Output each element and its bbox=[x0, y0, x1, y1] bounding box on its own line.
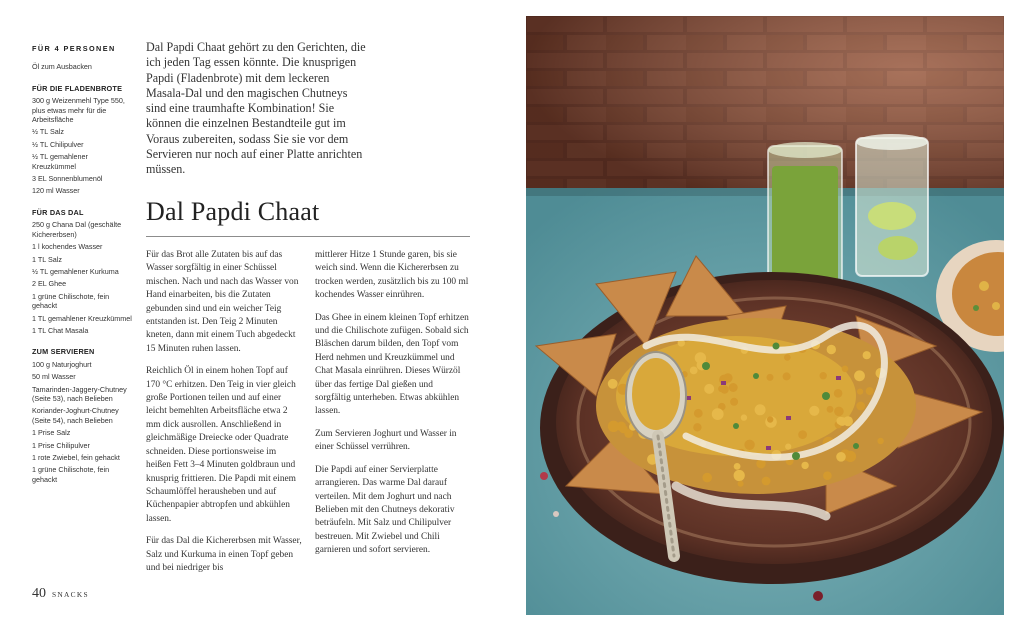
chickpea bbox=[798, 430, 807, 439]
recipe-intro: Dal Papdi Chaat gehört zu den Gerichten, die ich jeden Tag essen könnte. Die knusprigen Papdi (Fladenbrote) mit dem leckeren Masala-Dal und den magischen Chutneys sind eine traumhafte Kombination! Sie können die einzelnen Bestandteile gut im Voraus zubereiten, sodass Sie sie vor dem Servieren nur noch auf einer Platte anrichten müssen. bbox=[146, 40, 366, 177]
ingredient-item: 1 l kochendes Wasser bbox=[32, 242, 103, 252]
food-photo-illustration bbox=[526, 16, 1004, 615]
servings-heading: FÜR 4 PERSONEN bbox=[32, 44, 116, 53]
ingredient-group bbox=[32, 84, 132, 196]
chickpea bbox=[834, 407, 844, 417]
ingredient-item: 1 Prise Chilipulver bbox=[32, 440, 90, 450]
chickpea bbox=[823, 471, 832, 480]
chickpea bbox=[718, 386, 725, 393]
chickpea bbox=[857, 389, 863, 395]
ingredient-item: 3 EL Sonnenblumenöl bbox=[32, 174, 103, 184]
ingredient-item: ½ TL Salz bbox=[32, 127, 64, 137]
chickpea bbox=[619, 425, 628, 434]
ingredient-item: 120 ml Wasser bbox=[32, 186, 80, 196]
chickpea bbox=[854, 370, 865, 381]
ingredient-item: 50 ml Wasser bbox=[32, 372, 76, 382]
method-paragraph: Die Papdi auf einer Servierplatte arrangieren. Das warme Dal darauf verteilen. Mit dem Joghurt und nach Belieben mit den Chutneys dekorativ beträufeln. Mit Salz und Chilipulver bestreuen. Mit Zwiebel und Chili garnieren und sofort servieren. bbox=[315, 464, 455, 556]
chickpea bbox=[712, 408, 724, 420]
chickpea bbox=[801, 462, 808, 469]
chickpea bbox=[741, 414, 747, 420]
chickpea bbox=[836, 452, 846, 462]
ingredient-item: 100 g Naturjoghurt bbox=[32, 359, 92, 369]
ingredient-item: Öl zum Ausbacken bbox=[32, 62, 92, 72]
ingredient-group-heading: FÜR DAS DAL bbox=[32, 207, 84, 217]
ingredient-item: 300 g Weizenmehl Type 550, plus etwas mehr für die Arbeitsfläche bbox=[32, 96, 125, 125]
ingredient-item: ½ TL gemahlener Kurkuma bbox=[32, 266, 119, 276]
chickpea bbox=[820, 372, 827, 379]
chickpea bbox=[877, 438, 883, 444]
chickpea bbox=[608, 379, 618, 389]
ingredient-item: ½ TL gemahlener Kreuzkümmel bbox=[32, 152, 88, 171]
page-footer bbox=[32, 586, 89, 602]
recipe-title: Dal Papdi Chaat bbox=[146, 197, 320, 226]
chickpea bbox=[693, 423, 701, 431]
method-paragraph: Zum Servieren Joghurt und Wasser in einer Schüssel verrühren. bbox=[315, 428, 457, 453]
chickpea bbox=[866, 387, 874, 395]
section-label: SNACKS bbox=[52, 590, 89, 599]
chickpea bbox=[784, 354, 791, 361]
method-paragraph: Das Ghee in einem kleinen Topf erhitzen und die Chilischote zufügen. Sobald sich Bläschen darum bilden, den Topf vom Herd nehmen und Kreuzkümmel und Chat Masala einrühren. Dieses Würzöl über das fertige Dal gießen und sorgfältig unterheben. Etwas abkühlen lassen. bbox=[315, 312, 469, 417]
ingredient-item: Tamarinden-Jaggery-Chutney (Seite 53), nach Belieben bbox=[32, 384, 127, 403]
chickpea bbox=[836, 417, 844, 425]
chickpea bbox=[744, 440, 754, 450]
ingredient-group bbox=[32, 347, 132, 484]
method-paragraph: Für das Dal die Kichererbsen mit Wasser, Salz und Kurkuma in einen Topf geben und bei niedriger bis bbox=[146, 536, 302, 573]
chickpea bbox=[734, 463, 741, 470]
ingredient-item: 2 EL Ghee bbox=[32, 279, 67, 289]
chickpea bbox=[704, 384, 714, 394]
chickpea bbox=[785, 444, 791, 450]
ingredient-group-heading: FÜR DIE FLADENBROTE bbox=[32, 83, 123, 93]
chickpea bbox=[755, 404, 766, 415]
method-paragraph: mittlerer Hitze 1 Stunde garen, bis sie weich sind. Wenn die Kichererbsen zu trocken werden, zusätzlich bis zu 100 ml kochendes Wasser einrühren. bbox=[315, 250, 469, 301]
page-number: 40 bbox=[32, 586, 46, 601]
chickpea bbox=[767, 374, 774, 381]
ingredient-group bbox=[32, 208, 132, 335]
ingredient-item: 1 grüne Chilischote, fein gehackt bbox=[32, 291, 110, 311]
ingredient-item: 1 Prise Salz bbox=[32, 428, 71, 438]
chickpea bbox=[730, 398, 738, 406]
ingredient-item: 1 grüne Chilischote, fein gehackt bbox=[32, 465, 110, 484]
method-paragraph: Reichlich Öl in einem hohen Topf auf 170 °C erhitzen. Den Teig in vier gleich große Portionen teilen und auf einer leicht bemehlten Arbeitsfläche etwa 2 mm dick ausrollen. Anschließend in gleichmäßige Dreiecke oder Quadrate schneiden. Diese portionsweise im heißen Fett 3–4 Minuten goldbraun und knusprig frittieren. Die Papdi mit einem Schaumlöffel herausheben und auf Küchenpapier abtropfen und abkühlen lassen. bbox=[146, 366, 296, 524]
chickpea bbox=[738, 481, 744, 487]
method-column-left bbox=[146, 249, 302, 584]
glass-lime-water bbox=[856, 134, 928, 276]
chickpea bbox=[834, 389, 843, 398]
chickpea bbox=[842, 366, 849, 373]
title-divider bbox=[146, 236, 470, 237]
chickpea bbox=[856, 402, 865, 411]
ingredient-item: ½ TL Chilipulver bbox=[32, 139, 84, 149]
chickpea bbox=[734, 470, 745, 481]
chickpea bbox=[863, 351, 871, 359]
chickpea bbox=[809, 406, 819, 416]
chickpea bbox=[608, 421, 619, 432]
ingredient-item: 1 TL Salz bbox=[32, 254, 62, 264]
chickpea bbox=[783, 372, 791, 380]
method-column-right bbox=[315, 249, 471, 567]
ingredient-item: 1 TL Chat Masala bbox=[32, 325, 89, 335]
ingredient-item: Koriander-Joghurt-Chutney (Seite 54), nach Belieben bbox=[32, 406, 119, 425]
glass-green bbox=[768, 142, 842, 286]
ingredient-item: 250 g Chana Dal (geschälte Kichererbsen) bbox=[32, 220, 122, 239]
ingredient-item: 1 TL gemahlener Kreuzkümmel bbox=[32, 313, 132, 323]
chickpea bbox=[729, 383, 738, 392]
chickpea bbox=[827, 406, 834, 413]
chickpea bbox=[690, 367, 698, 375]
chickpea bbox=[694, 409, 703, 418]
chickpea bbox=[702, 473, 712, 483]
chickpea bbox=[767, 416, 773, 422]
method-paragraph: Für das Brot alle Zutaten bis auf das Wasser sorgfältig in einer Schüssel mischen. Nach und nach das Wasser von Hand einarbeiten, bis die Zutaten gebunden sind und ein weicher Teig entstanden ist. Den Teig 2 Minuten kneten, dann mit einem Tuch abgedeckt 15 Minuten ruhen lassen. bbox=[146, 250, 299, 354]
ingredients-sidebar bbox=[32, 44, 132, 496]
chickpea bbox=[827, 345, 836, 354]
food-photo bbox=[526, 16, 1004, 615]
ingredient-item: 1 rote Zwiebel, fein gehackt bbox=[32, 453, 120, 462]
chickpea bbox=[762, 477, 771, 486]
ingredient-groups bbox=[32, 84, 132, 484]
ingredient-group-heading: ZUM SERVIEREN bbox=[32, 347, 95, 357]
ingredient-group-general bbox=[32, 62, 132, 71]
